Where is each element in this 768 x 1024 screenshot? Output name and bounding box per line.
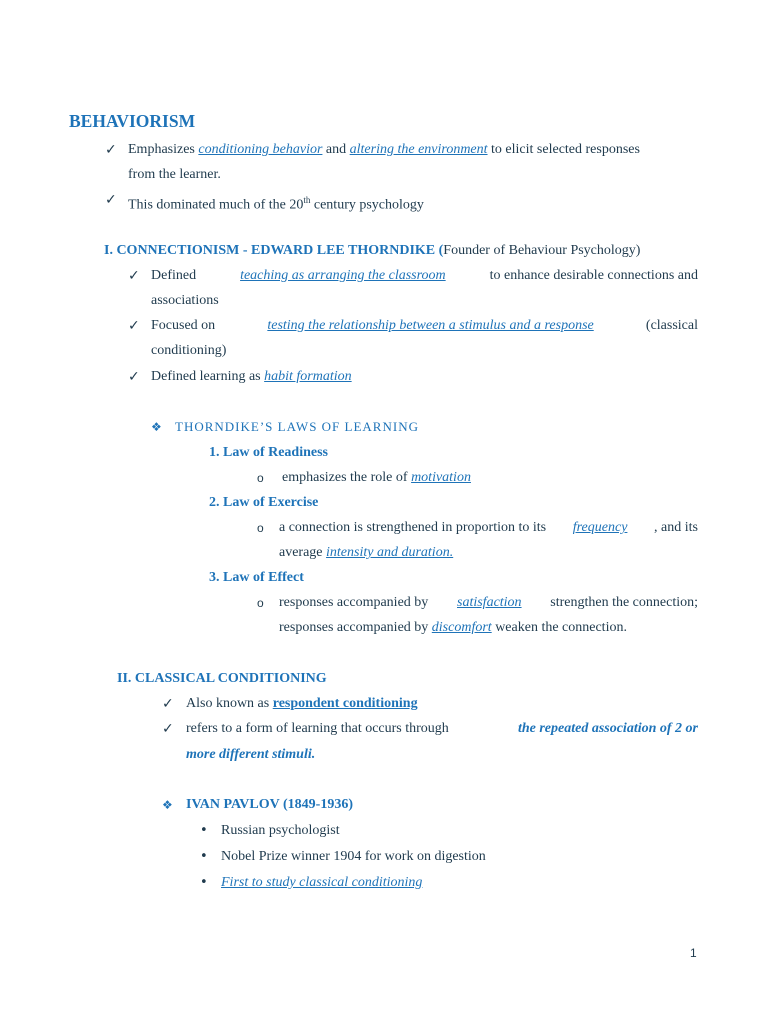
intro-bullet-1-continuation: from the learner. [128,167,221,182]
law-3-label: 3. Law of Effect [209,570,304,585]
page-title: BEHAVIORISM [69,111,196,131]
section-1-bullet-2: Focused on testing the relationship between a stimulus and a response (classical [151,318,698,333]
section-1-bullet-2-continuation: conditioning) [151,343,227,358]
four-diamond-bullet-icon: ❖ [162,798,173,812]
round-bullet-icon: • [200,849,208,864]
law-1-label: 1. Law of Readiness [209,445,329,460]
pavlov-fact-1: Russian psychologist [221,823,340,838]
pavlov-fact-3: First to study classical conditioning [221,875,423,890]
checkmark-icon: ✓ [162,721,174,737]
pavlov-fact-2: Nobel Prize winner 1904 for work on digestion [221,849,486,864]
section-2-heading: II. CLASSICAL CONDITIONING [117,671,327,686]
law-3-detail-continuation: responses accompanied by discomfort weaken the connection. [279,620,627,635]
checkmark-icon: ✓ [128,268,140,284]
pavlov-heading: IVAN PAVLOV (1849-1936) [186,797,353,812]
checkmark-icon: ✓ [162,696,174,712]
round-bullet-icon: • [200,823,208,838]
circle-bullet-icon: o [257,471,264,485]
section-1-bullet-3: Defined learning as habit formation [151,369,352,384]
law-2-detail: a connection is strengthened in proportion to its frequency , and its [279,520,698,535]
section-2-bullet-2: refers to a form of learning that occurs through the repeated association of 2 or [186,721,698,736]
circle-bullet-icon: o [257,521,264,535]
section-1-heading: I. CONNECTIONISM - EDWARD LEE THORNDIKE (Founder of Behaviour Psychology) [104,243,641,258]
section-2-bullet-2-continuation: more different stimuli. [186,747,316,762]
law-3-detail: responses accompanied by satisfaction strengthen the connection; [279,595,698,610]
checkmark-icon: ✓ [105,142,117,158]
checkmark-icon: ✓ [128,318,140,334]
intro-bullet-1: Emphasizes conditioning behavior and altering the environment to elicit selected responses [128,142,640,157]
intro-bullet-2: This dominated much of the 20th century psychology [128,195,424,213]
law-2-detail-continuation: average intensity and duration. [279,545,454,560]
section-1-bullet-1: Defined teaching as arranging the classroom to enhance desirable connections and [151,268,698,283]
four-diamond-bullet-icon: ❖ [151,420,162,434]
law-2-label: 2. Law of Exercise [209,495,319,510]
laws-of-learning-heading: THORNDIKE’S LAWS OF LEARNING [175,419,419,434]
circle-bullet-icon: o [257,596,264,610]
section-1-bullet-1-continuation: associations [151,293,219,308]
law-1-detail: emphasizes the role of motivation [282,470,471,485]
page-number: 1 [690,946,697,960]
checkmark-icon: ✓ [105,192,117,208]
round-bullet-icon: • [200,875,208,890]
section-2-bullet-1: Also known as respondent conditioning [186,696,418,711]
checkmark-icon: ✓ [128,369,140,385]
